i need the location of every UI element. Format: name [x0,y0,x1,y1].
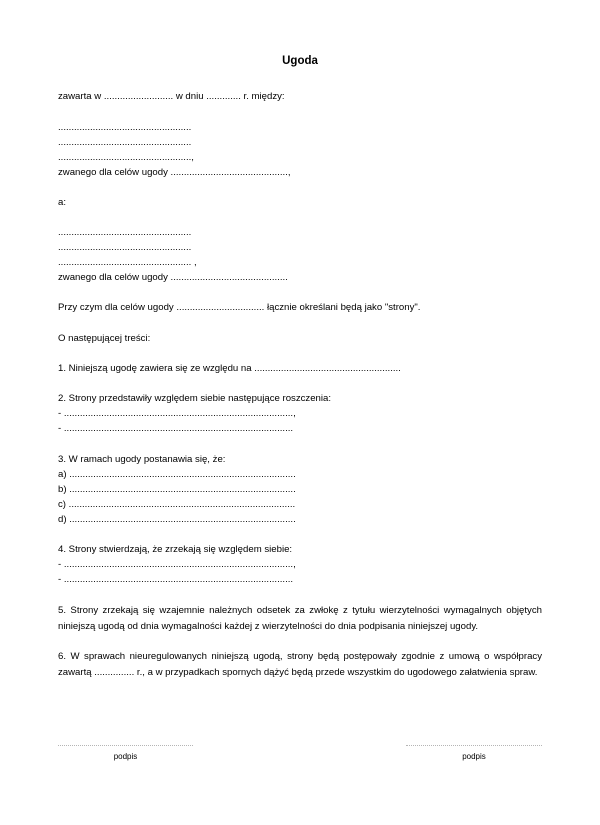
point-2-item: - ...................................................................................... [58,423,294,434]
parties-definition: Przy czym dla celów ugody ................................. łącznie określani będą jako "strony". [58,302,421,313]
left-signature-line [58,745,193,746]
party2-line-1: .................................................. [58,227,192,238]
point-4-heading: 4. Strony stwierdzają, że zrzekają się względem siebie: [58,544,293,555]
document-title: Ugoda [282,55,318,67]
party1-role: zwanego dla celów ugody ............................................, [58,167,291,178]
party2-line-3: .................................................. , [58,257,197,268]
party1-line-3: .................................................., [58,152,194,163]
and-label: a: [58,197,67,208]
party2-role: zwanego dla celów ugody ............................................ [58,272,288,283]
intro-line: zawarta w .......................... w dniu ............. r. między: [58,91,285,102]
point-2-heading: 2. Strony przedstawiły względem siebie następujące roszczenia: [58,393,332,404]
point-2-item: - ......................................................................................, [58,408,296,419]
point-3-item-c: c) ..................................................................................... [58,499,296,510]
point-3-heading: 3. W ramach ugody postanawia się, że: [58,454,226,465]
left-signature-label: podpis [113,752,138,761]
point-4-item: - ......................................................................................, [58,559,296,570]
content-intro: O następującej treści: [58,333,151,344]
right-signature-label: podpis [462,752,486,761]
point-5: 5. Strony zrzekają się wzajemnie należnych odsetek za zwłokę z tytułu wierzytelności wymagalnych objętych niniejszą ugodą od dnia wymagalności każdej z wierzytelności do dnia podpisania niniejszej ugody. [58,605,542,632]
party2-line-2: .................................................. [58,242,192,253]
party1-line-2: .................................................. [58,137,192,148]
right-signature-line [406,745,542,746]
point-1: 1. Niniejszą ugodę zawiera się ze względu na ....................................................... [58,363,401,374]
point-6: 6. W sprawach nieuregulowanych niniejszą ugodą, strony będą postępowały zgodnie z umową o współpracy zawartą ............... r., a w przypadkach spornych dążyć będą przede wszystkim do ugodowego załatwienia spraw. [58,651,542,678]
point-3-item-b: b) ..................................................................................... [58,484,296,495]
party1-line-1: .................................................. [58,122,192,133]
point-3-item-d: d) ..................................................................................... [58,514,296,525]
point-3-item-a: a) ..................................................................................... [58,469,296,480]
point-4-item: - ...................................................................................... [58,574,294,585]
